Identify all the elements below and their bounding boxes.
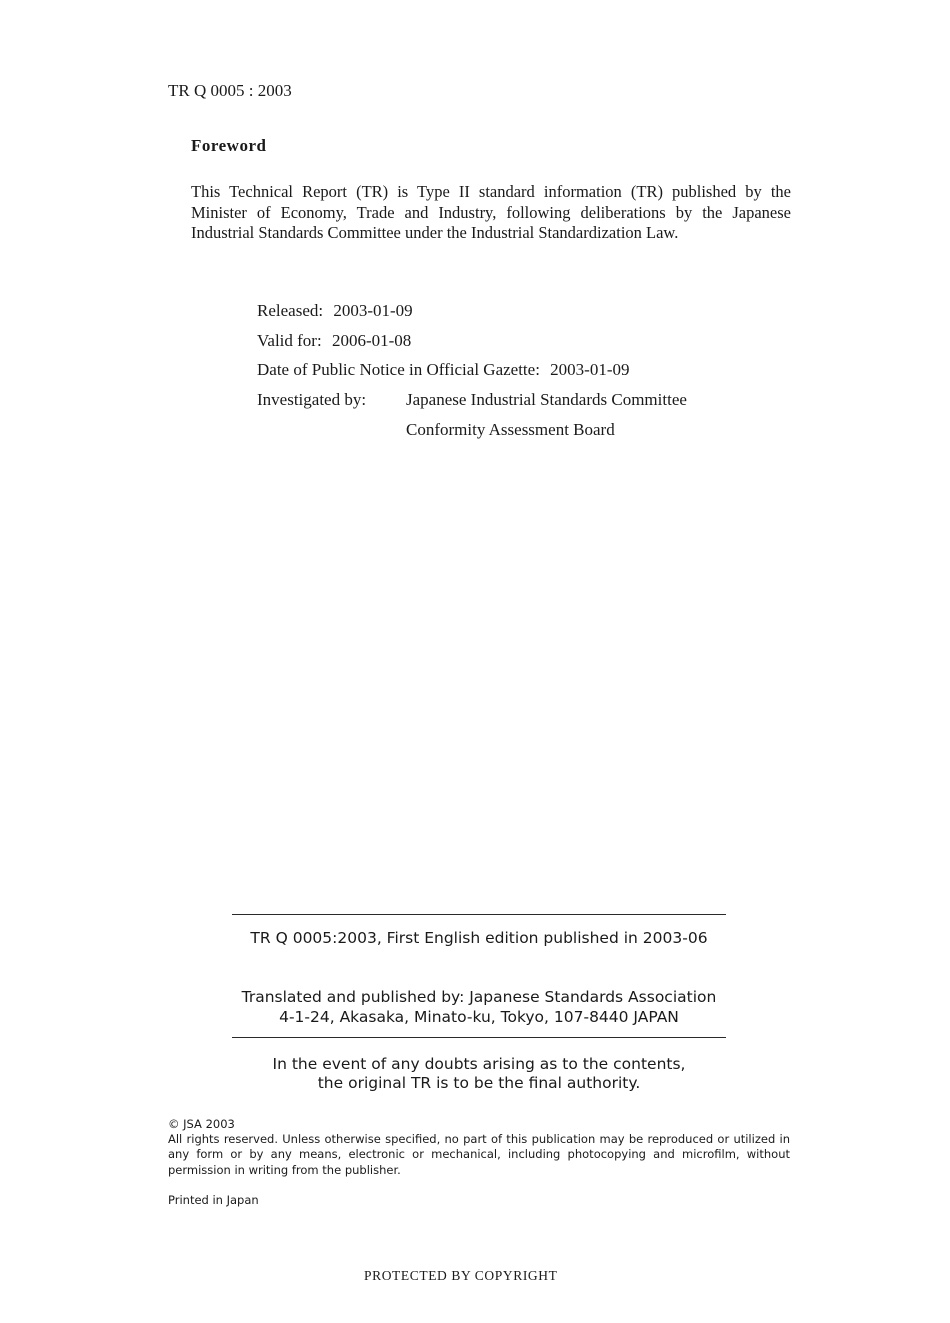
copyright-notice: © JSA 2003 — [168, 1117, 235, 1131]
investigated-label: Investigated by: — [257, 390, 367, 409]
valid-value: 2006-01-08 — [331, 331, 412, 350]
publisher-line-2: 4-1-24, Akasaka, Minato-ku, Tokyo, 107-8440 JAPAN — [279, 1008, 679, 1026]
released-value: 2003-01-09 — [333, 301, 413, 320]
edition-line: TR Q 0005:2003, First English edition published in 2003-06 — [250, 929, 708, 947]
authority-line-2: the original TR is to be the final authority. — [317, 1074, 641, 1092]
gazette-row — [257, 360, 630, 380]
gazette-value: 2003-01-09 — [550, 360, 630, 379]
released-label: Released: — [257, 301, 324, 320]
foreword-body: This Technical Report (TR) is Type II standard information (TR) published by the Minister of Economy, Trade and Industry, following deliberations by the Japanese Industrial Standards Committee under the Industrial Standardization Law. — [191, 182, 791, 243]
printed-in: Printed in Japan — [168, 1193, 259, 1207]
authority-block — [232, 1055, 726, 1093]
investigated-line-2: Conformity Assessment Board — [406, 420, 615, 439]
gazette-label: Date of Public Notice in Official Gazette: — [257, 360, 540, 379]
valid-row — [257, 331, 411, 351]
document-id: TR Q 0005 : 2003 — [168, 81, 292, 100]
investigated-line-1: Japanese Industrial Standards Committee — [406, 390, 687, 409]
protected-by-copyright: PROTECTED BY COPYRIGHT — [364, 1268, 558, 1283]
rights-statement: All rights reserved. Unless otherwise specified, no part of this publication may be reproduced or utilized in any form or by any means, electronic or mechanical, including photocopying and microfilm, without permission in writing from the publisher. — [168, 1132, 790, 1177]
authority-line-1: In the event of any doubts arising as to the contents, — [272, 1055, 686, 1073]
valid-label: Valid for: — [257, 331, 322, 350]
publisher-line-1: Translated and published by: Japanese Standards Association — [241, 988, 717, 1006]
imprint-top-divider — [232, 914, 726, 915]
imprint-bottom-divider — [232, 1037, 726, 1038]
copyright-block — [168, 1117, 790, 1178]
publisher-block — [232, 987, 726, 1027]
foreword-heading: Foreword — [191, 136, 267, 155]
released-row — [257, 301, 413, 321]
